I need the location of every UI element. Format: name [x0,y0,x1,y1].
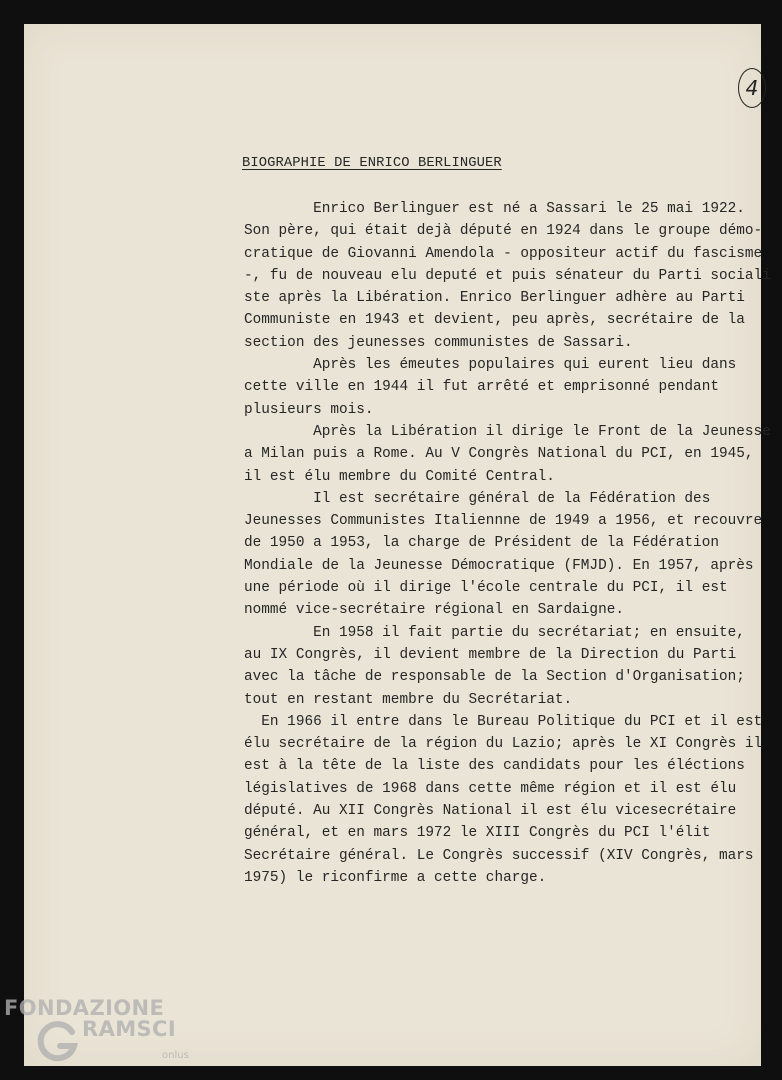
text-line: plusieurs mois. [244,401,374,418]
biography-text [244,198,782,889]
watermark-small: onlus [162,1050,189,1061]
text-line: ste après la Libération. Enrico Berlinguer adhère au Parti [244,290,745,307]
text-line: une période où il dirige l'école centrale du PCI, il est [244,580,728,597]
text-line: En 1958 il fait partie du secrétariat; en ensuite, [244,624,745,641]
text-line: Après les émeutes populaires qui eurent lieu dans [244,357,737,374]
text-line: de 1950 a 1953, la charge de Président de la Fédération [244,535,719,552]
gramsci-g-logo-icon [34,1018,80,1064]
text-line: cette ville en 1944 il fut arrêté et emprisonné pendant [244,379,719,396]
text-line: En 1966 il entre dans le Bureau Politique du PCI et il est [244,713,763,730]
text-line: a Milan puis a Rome. Au V Congrès National du PCI, en 1945, [244,446,754,463]
text-line: Jeunesses Communistes Italiennne de 1949 a 1956, et recouvre [244,513,763,530]
text-line: Communiste en 1943 et devient, peu après, secrétaire de la [244,312,745,329]
watermark-line2: RAMSCI [82,1017,177,1041]
text-line: Mondiale de la Jeunesse Démocratique (FMJD). En 1957, après [244,557,754,574]
text-line: 1975) le riconfirme a cette charge. [244,869,547,886]
text-line: Son père, qui était dejà député en 1924 dans le groupe démo- [244,223,763,240]
text-line: au IX Congrès, il devient membre de la Direction du Parti [244,646,737,663]
text-line: législatives de 1968 dans cette même région et il est élu [244,780,737,797]
text-line: Enrico Berlinguer est né a Sassari le 25 mai 1922. [244,201,745,217]
text-line: -, fu de nouveau elu deputé et puis sénateur du Parti sociali [244,267,771,284]
text-line: général, et en mars 1972 le XIII Congrès du PCI l'élit [244,825,711,842]
document-page [24,24,771,1066]
watermark-line1: FONDAZIONE [4,996,165,1020]
text-line: nommé vice-secrétaire régional en Sardaigne. [244,602,624,619]
text-line: député. Au XII Congrès National il est élu vicesecrétaire [244,803,737,820]
text-line: cratique de Giovanni Amendola - oppositeur actif du fascisme [244,245,763,262]
document-title: BIOGRAPHIE DE ENRICO BERLINGUER [242,156,502,171]
text-line: Secrétaire général. Le Congrès successif (XIV Congrès, mars [244,847,754,864]
text-line: est à la tête de la liste des candidats pour les éléctions [244,758,745,775]
text-line: tout en restant membre du Secrétariat. [244,691,573,708]
text-line: Après la Libération il dirige le Front de la Jeunesse [244,423,771,440]
text-line: avec la tâche de responsable de la Section d'Organisation; [244,669,745,686]
page-number: 4 [738,68,766,108]
text-line: Il est secrétaire général de la Fédération des [244,490,711,507]
text-line: il est élu membre du Comité Central. [244,468,555,485]
text-line: section des jeunesses communistes de Sassari. [244,334,633,351]
fondazione-gramsci-watermark [4,996,204,1076]
text-line: élu secrétaire de la région du Lazio; après le XI Congrès il [244,736,763,753]
